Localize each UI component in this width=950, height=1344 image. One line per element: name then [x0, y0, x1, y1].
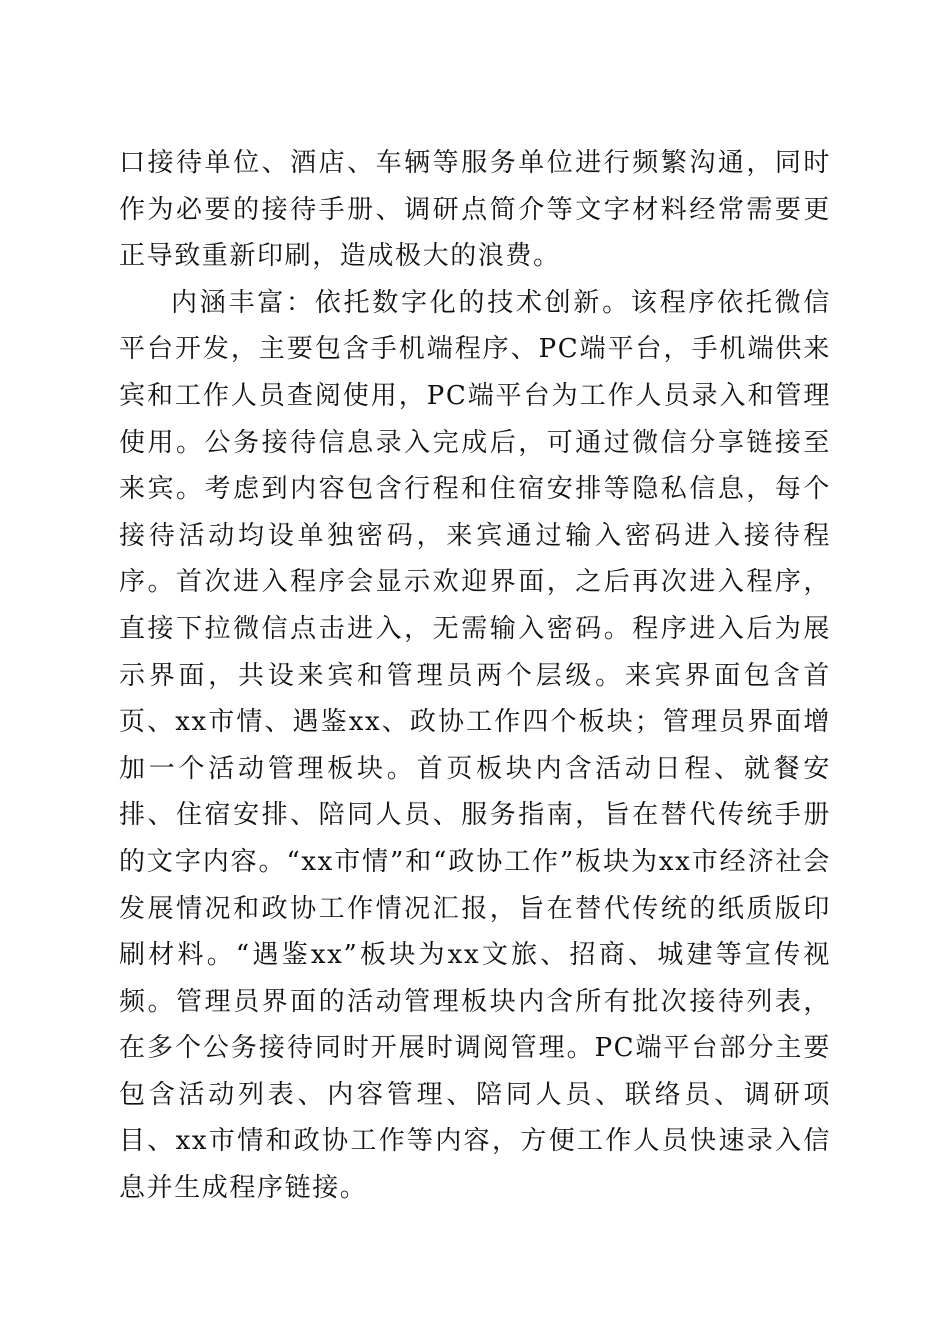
body-text	[119, 140, 831, 1212]
paragraph-rich-content: 内涵丰富：依托数字化的技术创新。该程序依托微信平台开发，主要包含手机端程序、PC端平台，手机端供来宾和工作人员查阅使用，PC端平台为工作人员录入和管理使用。公务接待信息录入完成后，可通过微信分享链接至来宾。考虑到内容包含行程和住宿安排等隐私信息，每个接待活动均设单独密码，来宾通过输入密码进入接待程序。首次进入程序会显示欢迎界面，之后再次进入程序，直接下拉微信点击进入，无需输入密码。程序进入后为展示界面，共设来宾和管理员两个层级。来宾界面包含首页、xx市情、遇鉴xx、政协工作四个板块；管理员界面增加一个活动管理板块。首页板块内含活动日程、就餐安排、住宿安排、陪同人员、服务指南，旨在替代传统手册的文字内容。“xx市情”和“政协工作”板块为xx市经济社会发展情况和政协工作情况汇报，旨在替代传统的纸质版印刷材料。“遇鉴xx”板块为xx文旅、招商、城建等宣传视频。管理员界面的活动管理板块内含所有批次接待列表，在多个公务接待同时开展时调阅管理。PC端平台部分主要包含活动列表、内容管理、陪同人员、联络员、调研项目、xx市情和政协工作等内容，方便工作人员快速录入信息并生成程序链接。	[119, 287, 831, 1204]
paragraph-continuation: 口接待单位、酒店、车辆等服务单位进行频繁沟通，同时作为必要的接待手册、调研点简介等文字材料经常需要更正导致重新印刷，造成极大的浪费。	[119, 148, 831, 272]
